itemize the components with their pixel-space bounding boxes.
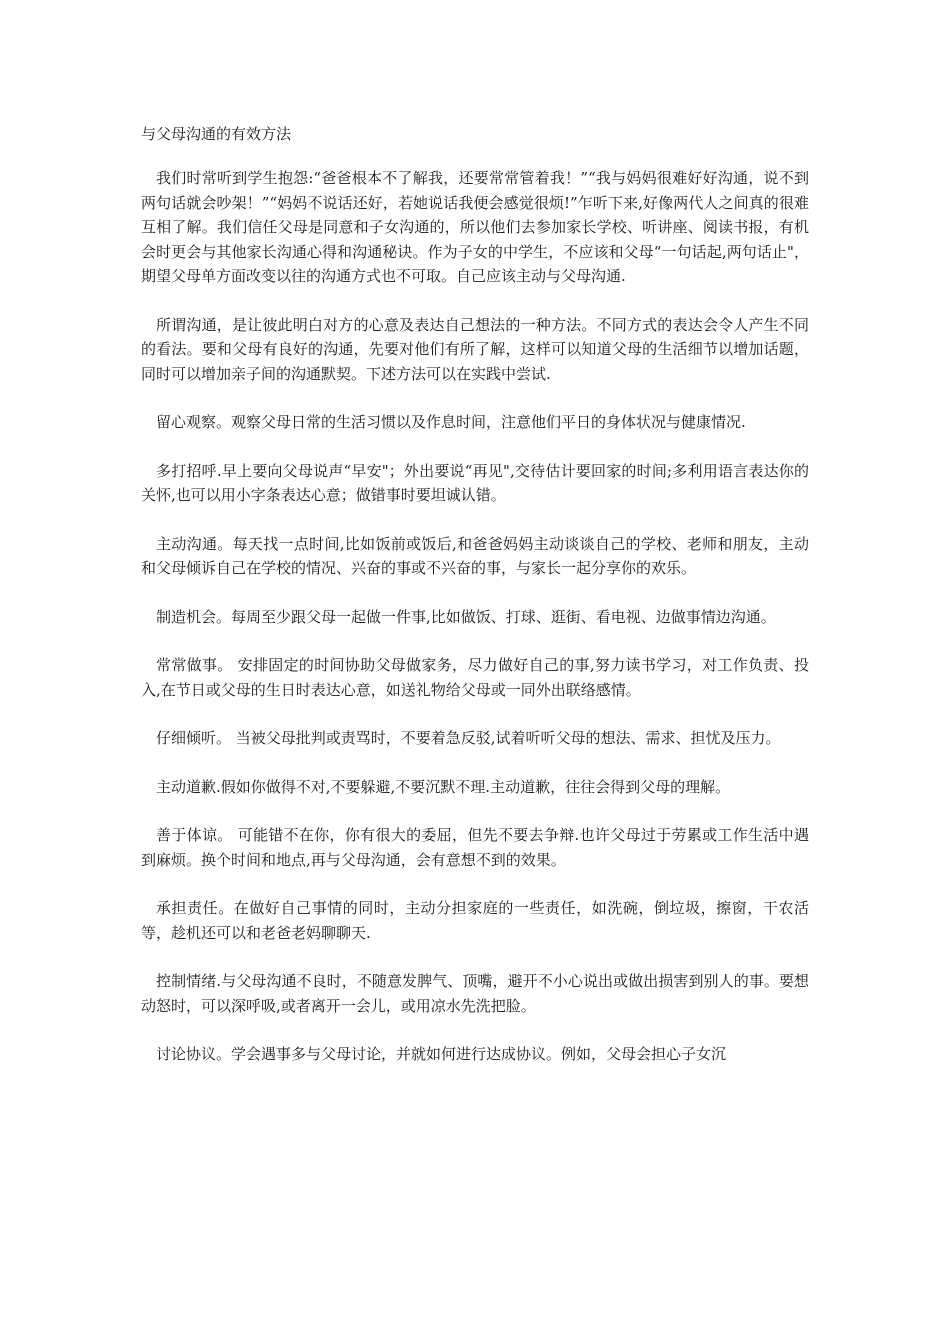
paragraph-listen: 仔细倾听。 当被父母批判或责骂时，不要着急反驳,试着听听父母的想法、需求、担忧及压力。 [156, 729, 781, 747]
document-title: 与父母沟通的有效方法 [141, 125, 292, 143]
paragraph-opportunity: 制造机会。每周至少跟父母一起做一件事,比如做饭、打球、逛街、看电视、边做事情边沟通。 [156, 607, 776, 626]
paragraph-greet: 多打招呼.早上要向父母说声“早安"；外出要说“再见",交待估计要回家的时间;多利用语言表达你的关怀,也可以用小字条表达心意；做错事时要坦诚认错。 [141, 461, 809, 504]
paragraph-definition: 所谓沟通，是让彼此明白对方的心意及表达自己想法的一种方法。不同方式的表达会令人产生不同的看法。要和父母有良好的沟通，先要对他们有所了解，这样可以知道父母的生活细节以增加话题，同时可以增加亲子间的沟通默契。下述方法可以在实践中尝试. [141, 315, 809, 383]
paragraph-responsibility: 承担责任。在做好自己事情的同时，主动分担家庭的一些责任，如洗碗，倒垃圾，擦窗，干农活等，趁机还可以和老爸老妈聊聊天. [141, 899, 809, 942]
paragraph-emotion: 控制情绪.与父母沟通不良时，不随意发脾气、顶嘴，避开不小心说出或做出损害到别人的事。要想动怒时，可以深呼吸,或者离开一会儿，或用凉水先洗把脸。 [141, 972, 809, 1015]
document-page [141, 122, 809, 1091]
paragraph-intro: 我们时常听到学生抱怨:“爸爸根本不了解我，还要常常管着我！”“我与妈妈很难好好沟通，说不到两句话就会吵架！”“妈妈不说话还好，若她说话我便会感觉很烦!”乍听下来,好像两代人之间真的很难互相了解。我们信任父母是同意和子女沟通的，所以他们去参加家长学校、听讲座、阅读书报，有机会时更会与其他家长沟通心得和沟通秘诀。作为子女的中学生，不应该和父母“一句话起,两句话止"，期望父母单方面改变以往的沟通方式也不可取。自己应该主动与父母沟通. [141, 169, 809, 285]
paragraph-apologize: 主动道歉.假如你做得不对,不要躲避,不要沉默不理.主动道歉，往往会得到父母的理解。 [156, 777, 731, 796]
paragraph-chores: 常常做事。 安排固定的时间协助父母做家务，尽力做好自己的事,努力读书学习，对工作负责、投入,在节日或父母的生日时表达心意，如送礼物给父母或一同外出联络感情。 [141, 656, 809, 699]
paragraph-observe: 留心观察。观察父母日常的生活习惯以及作息时间，注意他们平日的身体状况与健康情况. [156, 413, 746, 431]
paragraph-agreement: 讨论协议。学会遇事多与父母讨论，并就如何进行达成协议。例如，父母会担心子女沉 [156, 1045, 727, 1063]
paragraph-communicate: 主动沟通。每天找一点时间,比如饭前或饭后,和爸爸妈妈主动谈谈自己的学校、老师和朋友，主动和父母倾诉自己在学校的情况、兴奋的事或不兴奋的事，与家长一起分享你的欢乐。 [141, 534, 809, 577]
paragraph-understand: 善于体谅。 可能错不在你，你有很大的委屈，但先不要去争辩.也许父母过于劳累或工作生活中遇到麻烦。换个时间和地点,再与父母沟通，会有意想不到的效果。 [141, 826, 809, 869]
